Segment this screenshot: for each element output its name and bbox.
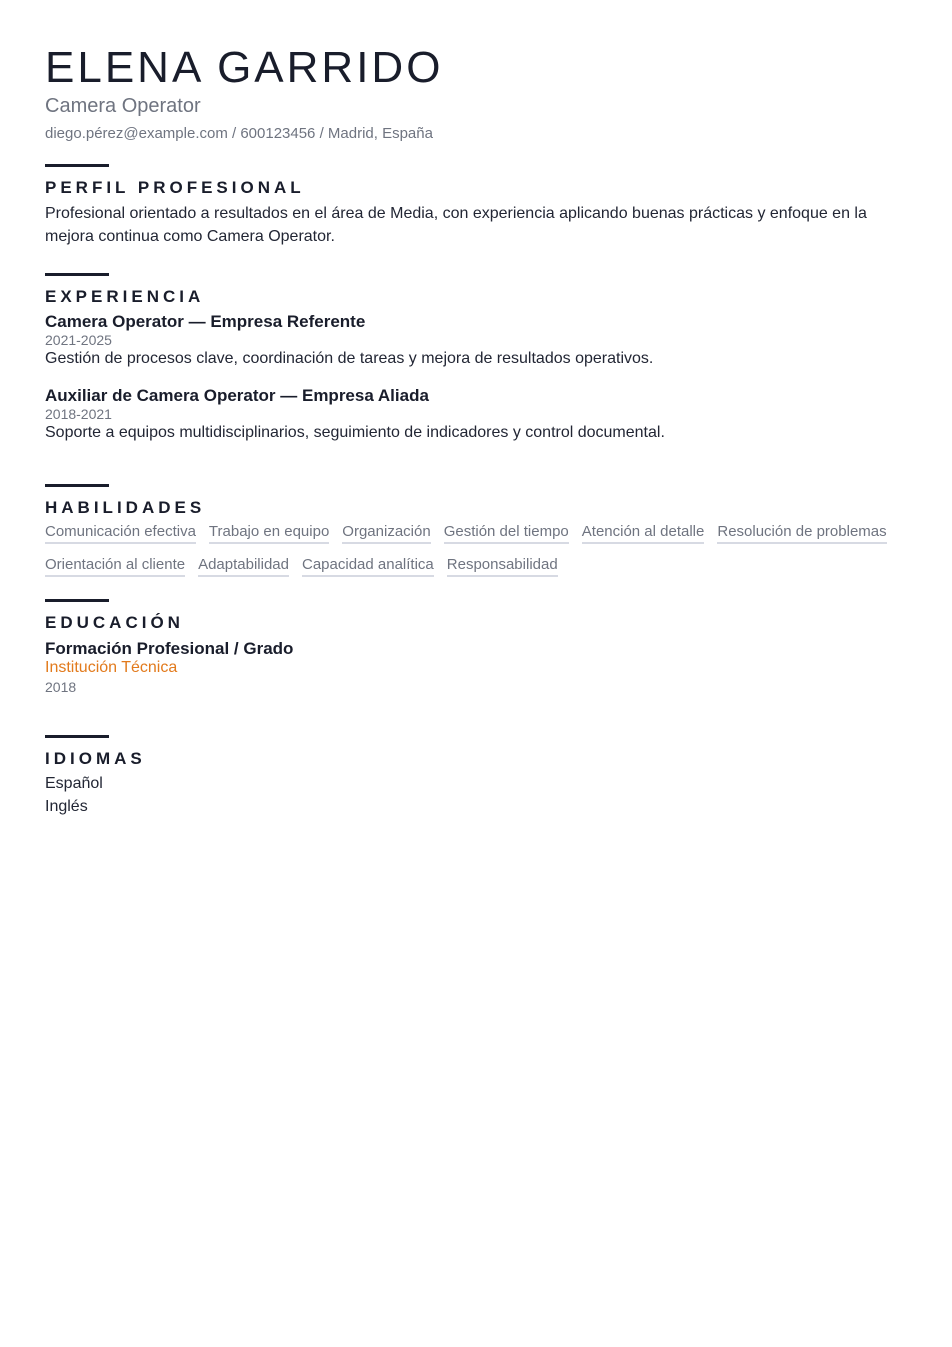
education-degree: Formación Profesional / Grado [45, 639, 294, 658]
profile-text: Profesional orientado a resultados en el área de Media, con experiencia aplicando buenas prácticas y enfoque en la mejora continua como Camera Operator. [45, 205, 867, 245]
skills-list [45, 522, 915, 577]
skill-tag: Orientación al cliente [45, 555, 185, 577]
job-entry [45, 312, 907, 370]
skill-tag: Capacidad analítica [302, 555, 434, 577]
education-institution: Institución Técnica [45, 659, 178, 676]
language-item: Español [45, 775, 103, 792]
section-divider [45, 273, 109, 276]
job-description: Soporte a equipos multidisciplinarios, seguimiento de indicadores y control documental. [45, 424, 665, 441]
job-dates: 2021-2025 [45, 332, 112, 348]
section-divider [45, 735, 109, 738]
experience-heading: EXPERIENCIA [45, 287, 205, 306]
languages-heading: IDIOMAS [45, 749, 146, 768]
skills-section [45, 484, 907, 577]
section-divider [45, 484, 109, 487]
job-description: Gestión de procesos clave, coordinación de tareas y mejora de resultados operativos. [45, 350, 654, 367]
skill-tag: Organización [342, 522, 430, 544]
skill-tag: Trabajo en equipo [209, 522, 329, 544]
profile-section [45, 164, 907, 248]
skill-tag: Gestión del tiempo [444, 522, 569, 544]
resume-header [45, 42, 907, 144]
candidate-name: ELENA GARRIDO [45, 43, 444, 92]
languages-list [45, 772, 907, 818]
education-year: 2018 [45, 679, 77, 695]
language-item: Inglés [45, 798, 88, 815]
skill-tag: Resolución de problemas [717, 522, 886, 544]
skill-tag: Responsabilidad [447, 555, 558, 577]
job-title: Camera Operator — Empresa Referente [45, 312, 366, 331]
education-section [45, 599, 907, 697]
job-dates: 2018-2021 [45, 406, 112, 422]
education-entry [45, 639, 907, 697]
section-divider [45, 164, 109, 167]
profile-heading: PERFIL PROFESIONAL [45, 178, 305, 197]
skill-tag: Atención al detalle [582, 522, 705, 544]
job-entry [45, 386, 907, 444]
section-divider [45, 599, 109, 602]
skill-tag: Comunicación efectiva [45, 522, 196, 544]
skill-tag: Adaptabilidad [198, 555, 289, 577]
contact-line: diego.pérez@example.com / 600123456 / Madrid, España [45, 125, 433, 142]
skills-heading: HABILIDADES [45, 498, 206, 517]
languages-section [45, 735, 907, 818]
job-title: Auxiliar de Camera Operator — Empresa Aliada [45, 386, 429, 405]
education-heading: EDUCACIÓN [45, 613, 184, 632]
experience-section [45, 273, 907, 444]
candidate-role: Camera Operator [45, 95, 201, 117]
